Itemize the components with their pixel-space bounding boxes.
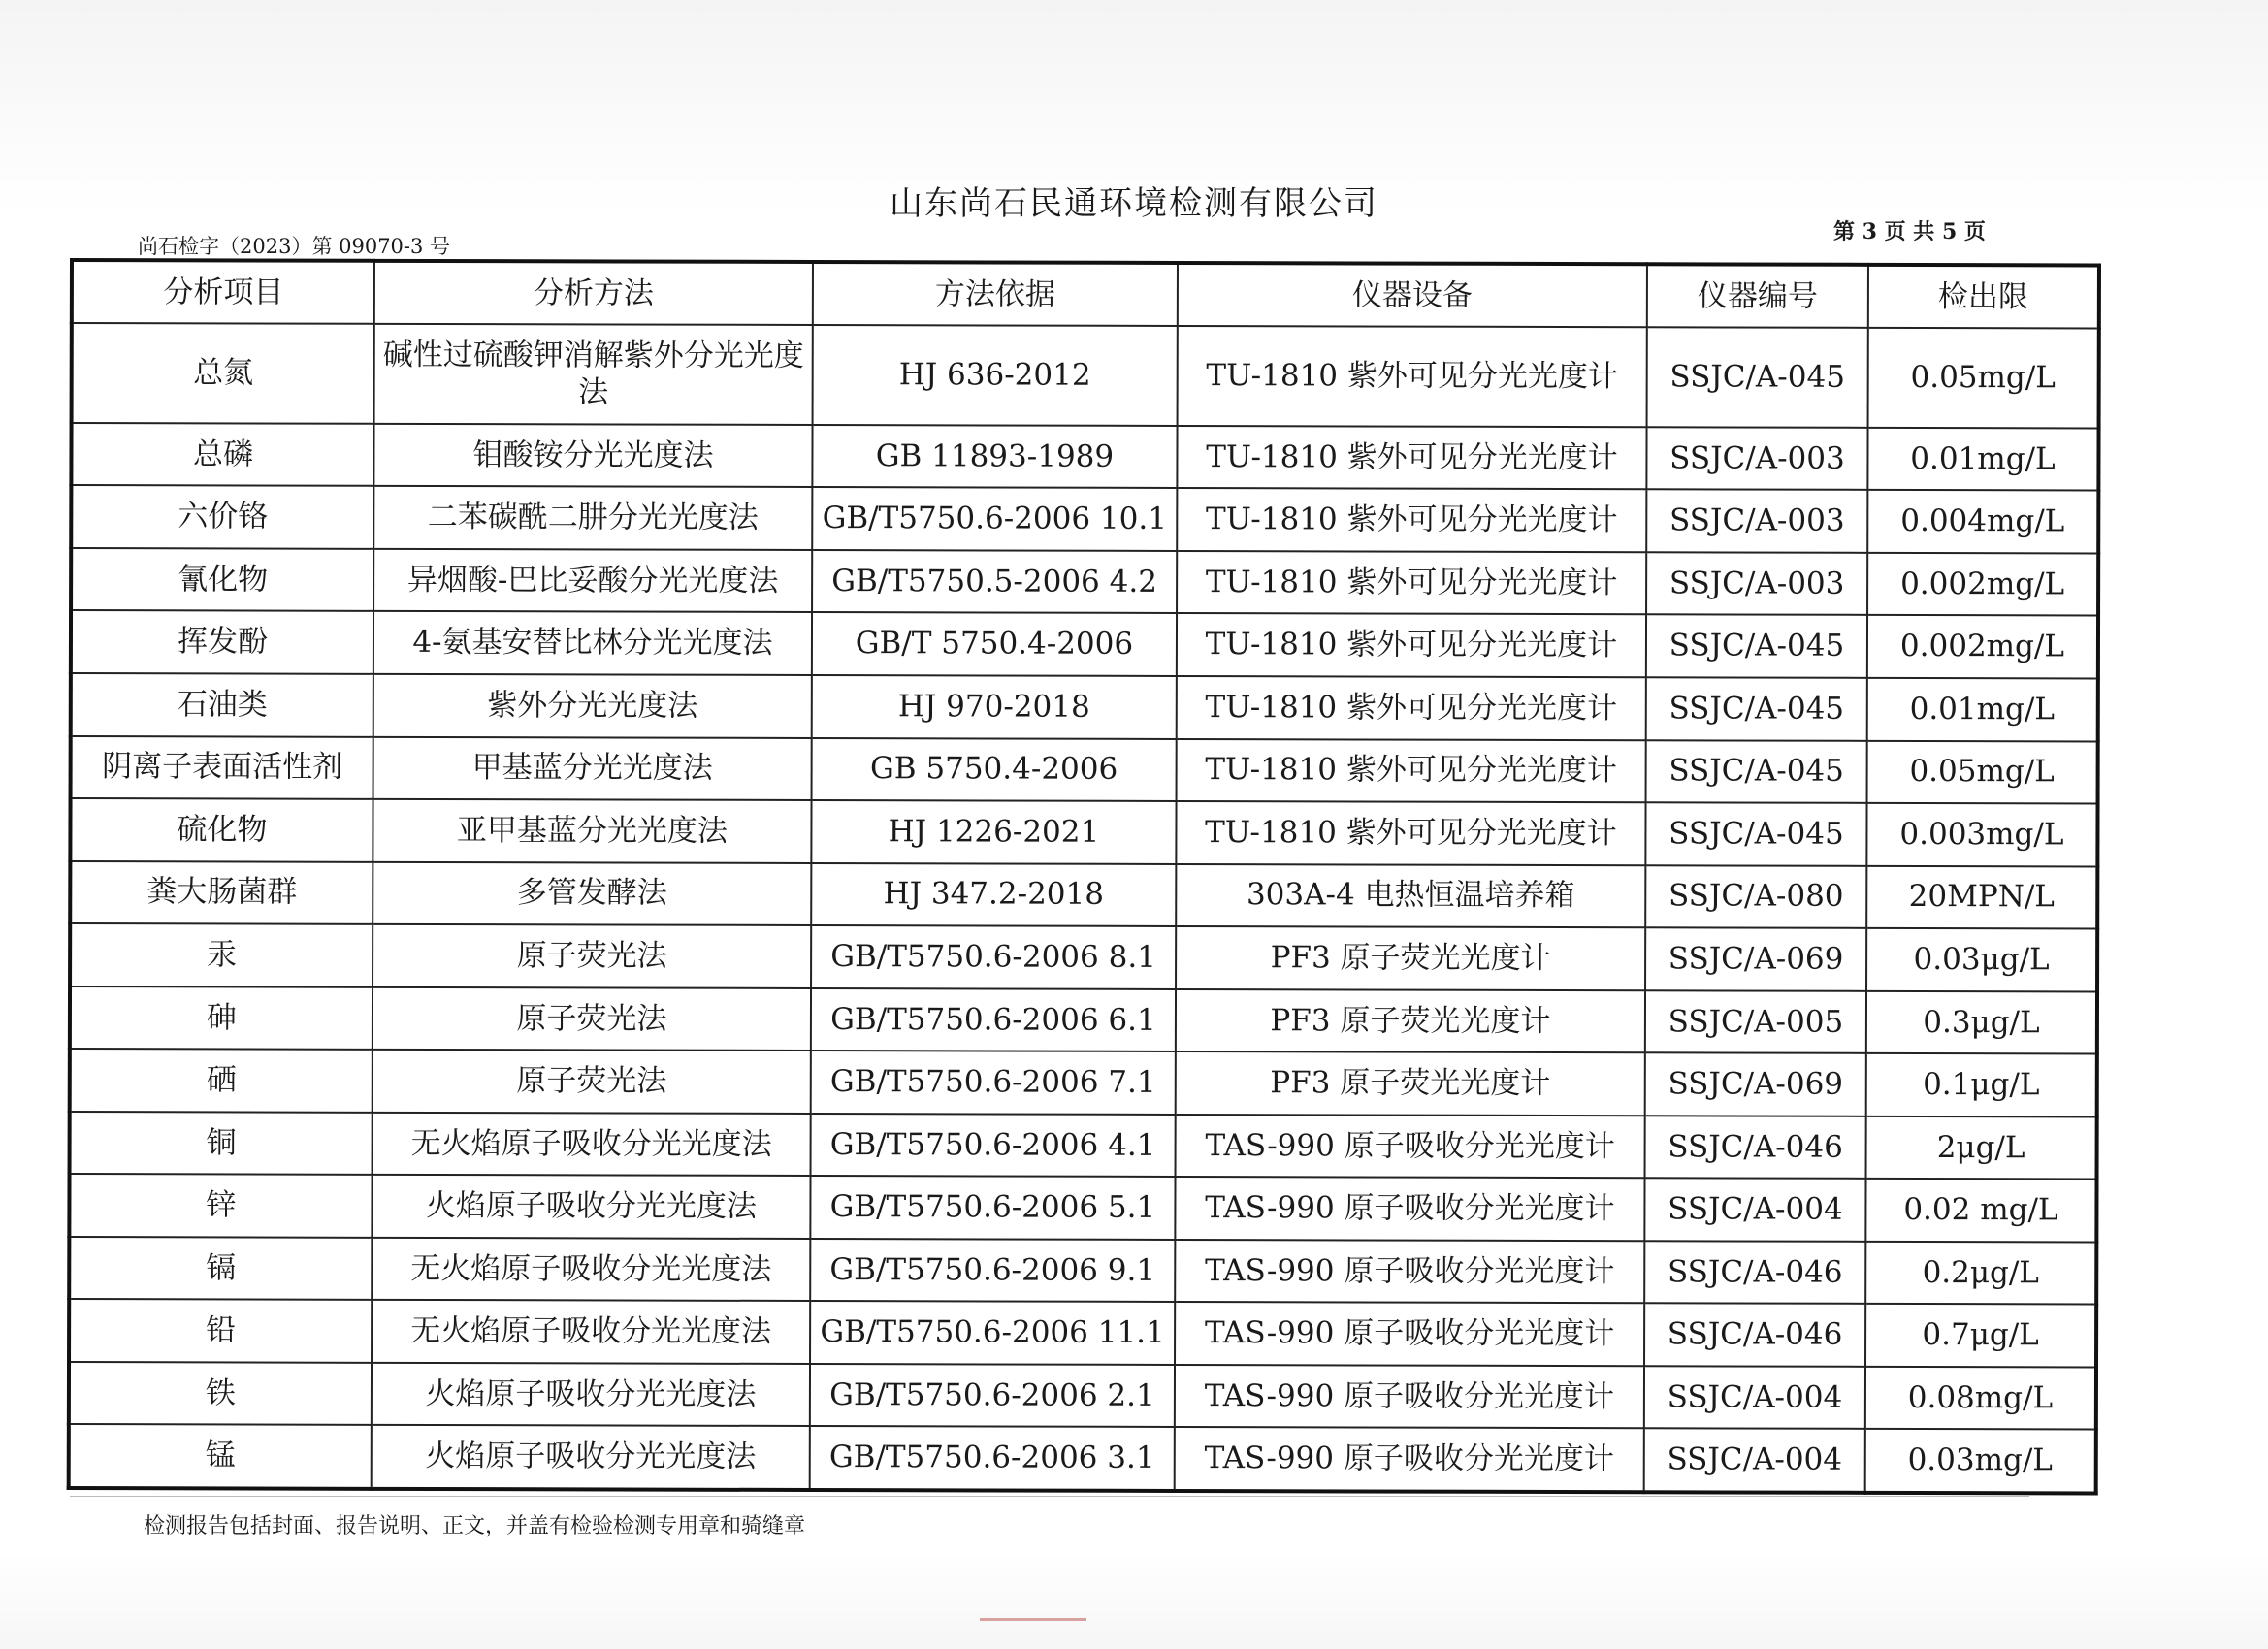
instrument-id-cell: SSJC/A-003: [1646, 490, 1867, 553]
method-cell: 二苯碳酰二肼分光光度法: [373, 486, 812, 550]
method-cell: 无火焰原子吸收分光光度法: [373, 1113, 811, 1177]
method-cell: 甲基蓝分光光度法: [373, 736, 812, 800]
scan-artifact: [980, 1618, 1086, 1621]
instrument-cell: TU-1810 紫外可见分光光度计: [1177, 488, 1646, 552]
column-header-instrument-id: 仪器编号: [1647, 264, 1868, 328]
instrument-id-cell: SSJC/A-069: [1645, 927, 1866, 990]
table-row: [70, 1112, 2097, 1180]
detection-limit-cell: 0.05mg/L: [1868, 328, 2099, 428]
standard-cell: HJ 636-2012: [813, 325, 1178, 426]
detection-limit-cell: 0.08mg/L: [1865, 1367, 2096, 1430]
detection-limit-cell: 0.002mg/L: [1867, 553, 2098, 616]
instrument-id-cell: SSJC/A-003: [1646, 427, 1867, 490]
page-indicator: 第 3 页 共 5 页: [1833, 219, 1986, 244]
table-row: [70, 861, 2097, 929]
table-row: [70, 798, 2097, 866]
analysis-item-cell: 汞: [70, 923, 373, 986]
analysis-item-cell: 挥发酚: [71, 610, 373, 673]
detection-limit-cell: 20MPN/L: [1866, 865, 2097, 928]
instrument-id-cell: SSJC/A-045: [1646, 615, 1867, 678]
detection-limit-cell: 0.7μg/L: [1865, 1304, 2096, 1367]
standard-cell: GB/T5750.6-2006 10.1: [812, 487, 1177, 551]
method-cell: 原子荧光法: [373, 986, 811, 1051]
standard-cell: GB/T5750.6-2006 4.1: [811, 1114, 1176, 1178]
footer-divider: [70, 1496, 2029, 1497]
table-row: [69, 1237, 2096, 1305]
standard-cell: GB/T5750.6-2006 9.1: [810, 1239, 1175, 1303]
instrument-cell: TU-1810 紫外可见分光光度计: [1177, 738, 1646, 802]
method-cell: 异烟酸-巴比妥酸分光光度法: [373, 549, 812, 613]
column-header-detection-limit: 检出限: [1868, 265, 2099, 329]
instrument-id-cell: SSJC/A-045: [1646, 677, 1867, 740]
standard-cell: GB/T5750.6-2006 3.1: [810, 1426, 1175, 1491]
table-row: [70, 986, 2097, 1054]
instrument-cell: PF3 原子荧光光度计: [1176, 926, 1645, 990]
standard-cell: HJ 347.2-2018: [811, 863, 1176, 927]
instrument-id-cell: SSJC/A-004: [1644, 1178, 1865, 1241]
table-body: [69, 323, 2099, 1493]
detection-limit-cell: 0.03mg/L: [1865, 1429, 2096, 1493]
footer-note: 检测报告包括封面、报告说明、正文，并盖有检验检测专用章和骑缝章: [144, 1514, 806, 1538]
instrument-cell: TU-1810 紫外可见分光光度计: [1178, 326, 1647, 427]
instrument-id-cell: SSJC/A-045: [1645, 802, 1866, 865]
instrument-cell: TU-1810 紫外可见分光光度计: [1177, 551, 1646, 615]
detection-limit-cell: 0.004mg/L: [1867, 490, 2098, 553]
instrument-id-cell: SSJC/A-046: [1645, 1116, 1866, 1179]
detection-limit-cell: 0.1μg/L: [1866, 1053, 2097, 1116]
method-cell: 火焰原子吸收分光光度法: [372, 1175, 810, 1239]
analysis-item-cell: 铁: [69, 1362, 372, 1425]
instrument-cell: TAS-990 原子吸收分光光度计: [1175, 1427, 1644, 1492]
table-row: [71, 548, 2098, 616]
column-header-method: 分析方法: [374, 261, 813, 325]
instrument-id-cell: SSJC/A-045: [1646, 740, 1867, 803]
detection-limit-cell: 0.02 mg/L: [1865, 1179, 2096, 1242]
report-number: 尚石检字（2023）第 09070-3 号: [138, 235, 451, 258]
analysis-item-cell: 总氮: [72, 323, 374, 424]
table-header-row: [72, 260, 2099, 328]
instrument-cell: TU-1810 紫外可见分光光度计: [1177, 426, 1646, 490]
method-cell: 原子荧光法: [373, 1050, 811, 1114]
instrument-cell: TAS-990 原子吸收分光光度计: [1176, 1115, 1645, 1179]
instrument-cell: TAS-990 原子吸收分光光度计: [1175, 1365, 1644, 1429]
standard-cell: GB/T5750.6-2006 8.1: [811, 925, 1176, 989]
analysis-item-cell: 铜: [70, 1112, 373, 1175]
detection-limit-cell: 0.01mg/L: [1867, 428, 2098, 491]
standard-cell: GB/T5750.6-2006 7.1: [811, 1051, 1176, 1115]
instrument-id-cell: SSJC/A-046: [1644, 1241, 1865, 1304]
method-cell: 4-氨基安替比林分光光度法: [373, 611, 812, 675]
detection-limit-cell: 0.01mg/L: [1867, 678, 2098, 741]
instrument-cell: 303A-4 电热恒温培养箱: [1176, 864, 1645, 928]
analysis-item-cell: 阴离子表面活性剂: [71, 736, 373, 799]
table-row: [71, 736, 2098, 804]
instrument-cell: TU-1810 紫外可见分光光度计: [1177, 676, 1646, 740]
analysis-item-cell: 粪大肠菌群: [70, 861, 373, 924]
instrument-id-cell: SSJC/A-003: [1646, 552, 1867, 615]
standard-cell: GB/T 5750.4-2006: [812, 612, 1177, 676]
method-cell: 碱性过硫酸钾消解紫外分光光度法: [374, 324, 813, 425]
analysis-item-cell: 总磷: [71, 423, 373, 486]
method-cell: 亚甲基蓝分光光度法: [373, 799, 811, 863]
instrument-cell: TAS-990 原子吸收分光光度计: [1175, 1177, 1644, 1241]
detection-limit-cell: 0.05mg/L: [1867, 740, 2098, 803]
table-row: [70, 1049, 2097, 1116]
table-row: [69, 1174, 2096, 1242]
column-header-instrument: 仪器设备: [1178, 263, 1647, 327]
method-cell: 紫外分光光度法: [373, 674, 812, 738]
method-cell: 原子荧光法: [373, 924, 811, 988]
table-row: [71, 673, 2098, 741]
detection-limit-cell: 0.2μg/L: [1865, 1242, 2096, 1305]
detection-limit-cell: 2μg/L: [1866, 1116, 2097, 1180]
column-header-standard: 方法依据: [813, 262, 1178, 326]
standard-cell: GB 5750.4-2006: [812, 738, 1177, 802]
table-row: [69, 1362, 2096, 1430]
analysis-item-cell: 氰化物: [71, 548, 373, 611]
standard-cell: GB/T5750.6-2006 5.1: [810, 1176, 1175, 1240]
instrument-cell: TU-1810 紫外可见分光光度计: [1176, 801, 1645, 865]
instrument-id-cell: SSJC/A-004: [1644, 1366, 1865, 1429]
method-cell: 无火焰原子吸收分光光度法: [372, 1238, 810, 1302]
analysis-item-cell: 铅: [69, 1299, 372, 1362]
instrument-id-cell: SSJC/A-069: [1645, 1052, 1866, 1116]
table-row: [72, 323, 2099, 428]
table-row: [69, 1299, 2096, 1367]
instrument-id-cell: SSJC/A-005: [1645, 990, 1866, 1053]
standard-cell: GB/T5750.6-2006 2.1: [810, 1364, 1175, 1428]
analysis-item-cell: 砷: [70, 986, 373, 1050]
instrument-id-cell: SSJC/A-045: [1647, 327, 1868, 427]
instrument-cell: PF3 原子荧光光度计: [1176, 1051, 1645, 1116]
detection-limit-cell: 0.03μg/L: [1866, 928, 2097, 991]
method-cell: 火焰原子吸收分光光度法: [372, 1363, 810, 1427]
instrument-id-cell: SSJC/A-004: [1644, 1429, 1865, 1493]
analysis-item-cell: 锰: [69, 1424, 372, 1488]
analysis-methods-table: [67, 258, 2101, 1495]
standard-cell: GB/T5750.6-2006 6.1: [811, 988, 1176, 1052]
detection-limit-cell: 0.003mg/L: [1866, 803, 2097, 866]
company-name: 山东尚石民通环境检测有限公司: [890, 184, 1378, 223]
standard-cell: GB/T5750.6-2006 11.1: [810, 1301, 1175, 1365]
instrument-id-cell: SSJC/A-046: [1644, 1304, 1865, 1367]
column-header-item: 分析项目: [72, 260, 374, 324]
instrument-cell: TU-1810 紫外可见分光光度计: [1177, 613, 1646, 677]
method-cell: 火焰原子吸收分光光度法: [372, 1425, 810, 1490]
analysis-item-cell: 镉: [69, 1237, 372, 1300]
instrument-cell: PF3 原子荧光光度计: [1176, 989, 1645, 1053]
detection-limit-cell: 0.3μg/L: [1866, 990, 2097, 1053]
standard-cell: HJ 970-2018: [812, 675, 1177, 739]
table-row: [71, 485, 2098, 553]
method-cell: 多管发酵法: [373, 861, 811, 925]
analysis-item-cell: 六价铬: [71, 485, 373, 548]
standard-cell: HJ 1226-2021: [811, 800, 1176, 864]
instrument-cell: TAS-990 原子吸收分光光度计: [1175, 1302, 1644, 1366]
analysis-item-cell: 石油类: [71, 673, 373, 736]
analysis-item-cell: 锌: [69, 1174, 372, 1237]
table-row: [71, 423, 2098, 491]
method-cell: 无火焰原子吸收分光光度法: [372, 1300, 810, 1364]
table-row: [70, 923, 2097, 991]
detection-limit-cell: 0.002mg/L: [1867, 615, 2098, 678]
standard-cell: GB/T5750.5-2006 4.2: [812, 550, 1177, 614]
instrument-id-cell: SSJC/A-080: [1645, 865, 1866, 928]
table-row: [71, 610, 2098, 678]
standard-cell: GB 11893-1989: [812, 425, 1177, 489]
analysis-item-cell: 硫化物: [70, 798, 373, 861]
instrument-cell: TAS-990 原子吸收分光光度计: [1175, 1240, 1644, 1304]
method-cell: 钼酸铵分光光度法: [373, 424, 812, 488]
table-row: [69, 1424, 2096, 1493]
analysis-item-cell: 硒: [70, 1049, 373, 1112]
